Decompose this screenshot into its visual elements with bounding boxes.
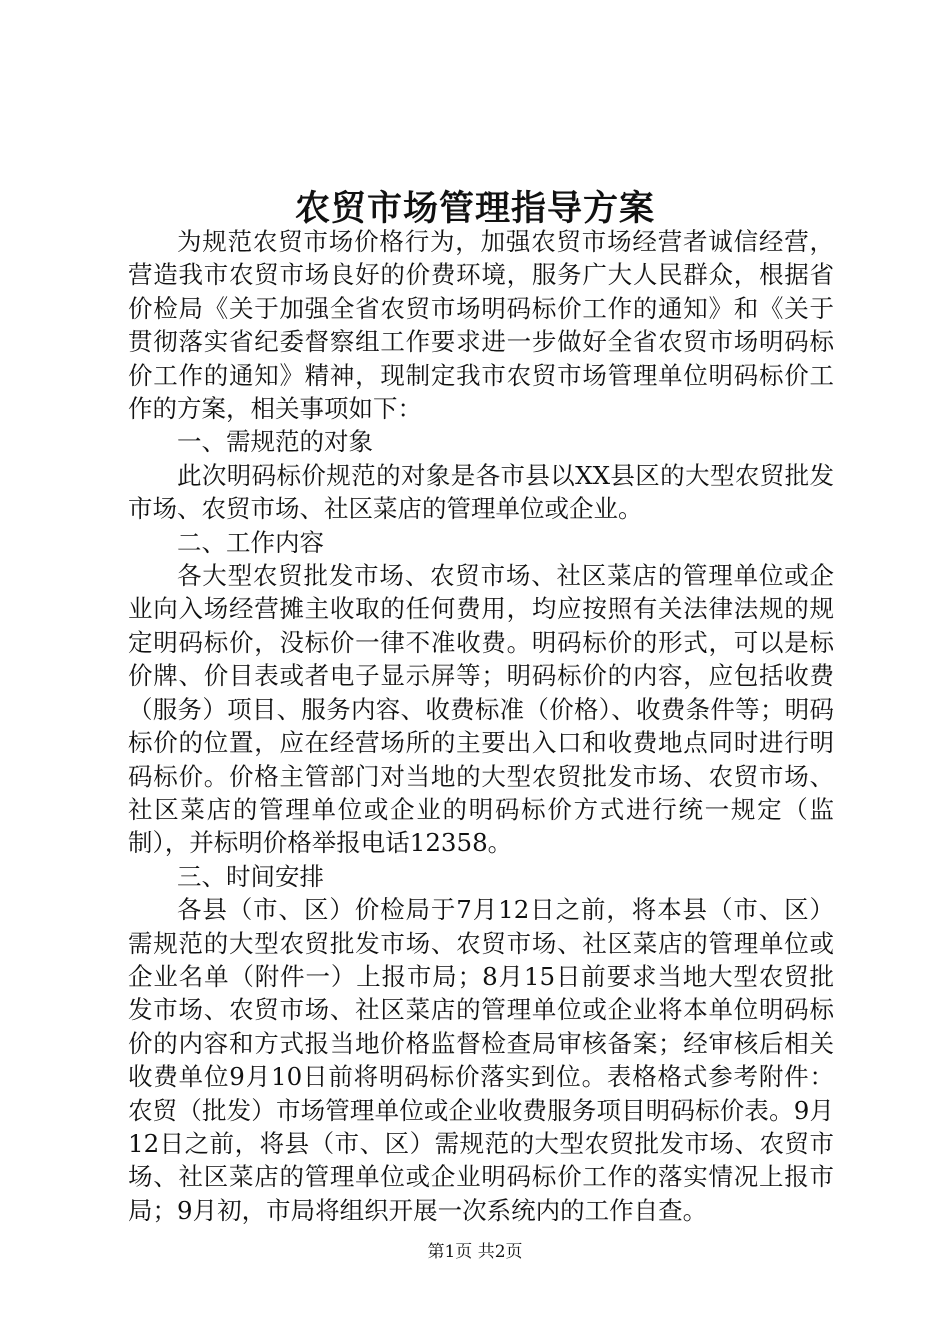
section-3-paragraph: 各县（市、区）价检局于7月12日之前，将本县（市、区）需规范的大型农贸批发市场、农贸市场、社区菜店的管理单位或企业名单（附件一）上报市局；8月15日前要求当地大型农贸批发市场、农贸市场、社区菜店的管理单位或企业将本单位明码标价的内容和方式报当地价格监督检查局审核备案；经审核后相关收费单位9月10日前将明码标价落实到位。表格格式参考附件：农贸（批发）市场管理单位或企业收费服务项目明码标价表。9月12日之前，将县（市、区）需规范的大型农贸批发市场、农贸市场、社区菜店的管理单位或企业明码标价工作的落实情况上报市局；9月初，市局将组织开展一次系统内的工作自查。 (128, 895, 834, 1225)
section-2-paragraph: 各大型农贸批发市场、农贸市场、社区菜店的管理单位或企业向入场经营摊主收取的任何费用，均应按照有关法律法规的规定明码标价，没标价一律不准收费。明码标价的形式，可以是标价牌、价目表或者电子显示屏等；明码标价的内容，应包括收费（服务）项目、服务内容、收费标准（价格）、收费条件等；明码标价的位置，应在经营场所的主要出入口和收费地点同时进行明码标价。价格主管部门对当地的大型农贸批发市场、农贸市场、社区菜店的管理单位或企业的明码标价方式进行统一规定（监制），并标明价格举报电话12358。 (128, 561, 834, 858)
intro-paragraph: 为规范农贸市场价格行为，加强农贸市场经营者诚信经营，营造我市农贸市场良好的价费环境，服务广大人民群众，根据省价检局《关于加强全省农贸市场明码标价工作的通知》和《关于贯彻落实省纪委督察组工作要求进一步做好全省农贸市场明码标价工作的通知》精神，现制定我市农贸市场管理单位明码标价工作的方案，相关事项如下： (128, 227, 834, 424)
section-heading-1: 一、需规范的对象 (177, 427, 373, 457)
page-number-footer: 第1页 共2页 (427, 1242, 523, 1262)
document-body (128, 225, 834, 1227)
document-title: 农贸市场管理指导方案 (294, 189, 655, 229)
section-heading-2: 二、工作内容 (177, 527, 324, 557)
section-1-paragraph: 此次明码标价规范的对象是各市县以XX县区的大型农贸批发市场、农贸市场、社区菜店的管理单位或企业。 (128, 460, 834, 524)
section-heading-3: 三、时间安排 (177, 861, 324, 891)
